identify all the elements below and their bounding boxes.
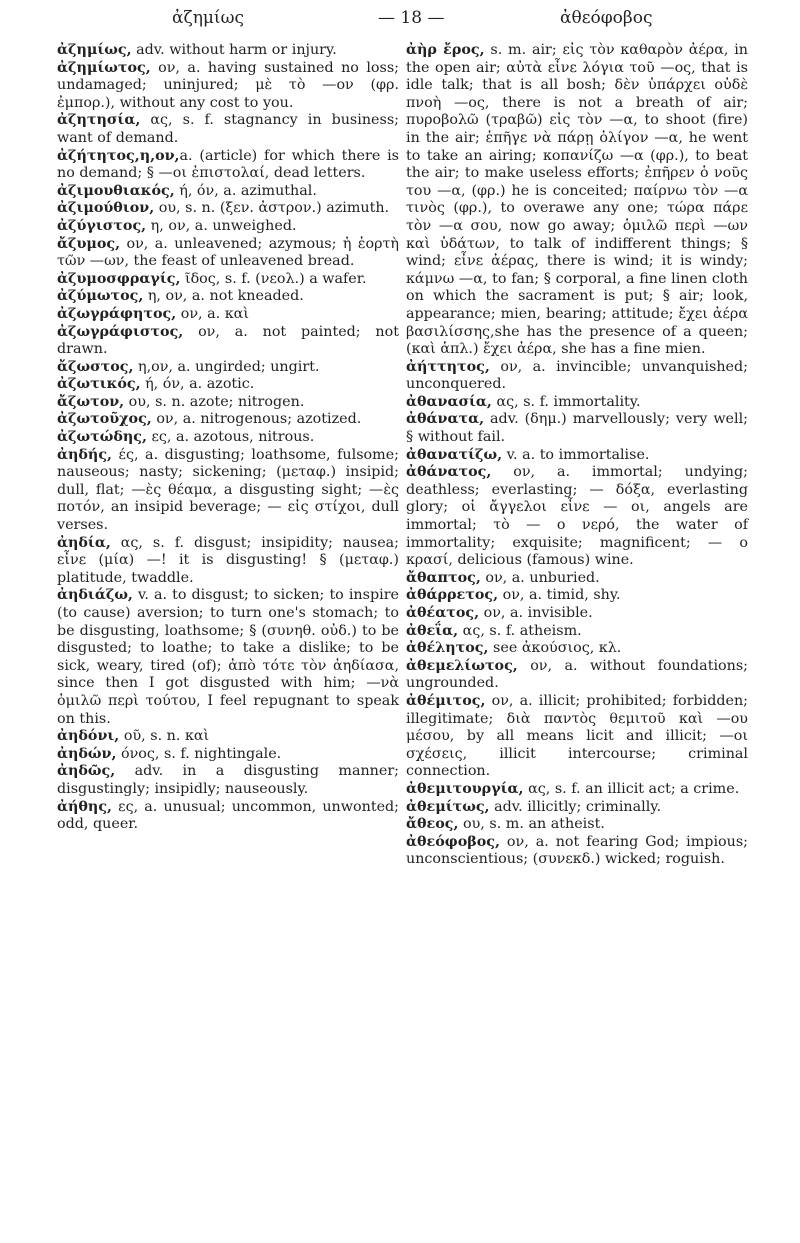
- page-header: [0, 8, 800, 32]
- entry-definition: ον, a. unburied.: [480, 569, 600, 586]
- entry-definition: ας, s. f. an illicit act; a crime.: [523, 780, 740, 797]
- entry-headword: ἀθεμιτουργία,: [406, 780, 524, 797]
- entry-headword: ἀζύμωτος,: [57, 288, 144, 305]
- entry-headword: ἄθαπτος,: [406, 569, 481, 586]
- entry-definition: η,ον, a. ungirded; ungirt.: [133, 358, 320, 375]
- entry-headword: ἀθέλητος,: [406, 640, 489, 657]
- entry-headword: ἀηδής,: [57, 446, 113, 463]
- dictionary-entry: [406, 42, 748, 359]
- entry-headword: ἀθάρρετος,: [406, 587, 499, 604]
- entry-definition: ον, a. invisible.: [479, 605, 593, 621]
- entry-headword: ἀθεμίτως,: [406, 798, 490, 815]
- entry-headword: ἀηδιάζω,: [57, 587, 133, 604]
- right-guide-word: ἀθεόφοβος: [560, 8, 653, 28]
- entry-definition: η, ον, a. unweighed.: [146, 217, 297, 234]
- entry-headword: ἀζημίωτος,: [57, 59, 151, 76]
- entry-definition: ον, a. invincible; unvanquished; unconquered.: [406, 358, 748, 393]
- entry-definition: adv. illicitly; criminally.: [489, 798, 661, 815]
- entry-definition: adv. without harm or injury.: [131, 42, 337, 58]
- entry-headword: ἀηδόνι,: [57, 728, 120, 745]
- entry-headword: ἀθάνατα,: [406, 411, 485, 428]
- entry-headword: ἀήττητος,: [406, 358, 490, 375]
- dictionary-entry: [57, 429, 399, 447]
- dictionary-entry: [406, 623, 748, 641]
- dictionary-entry: [57, 447, 399, 535]
- entry-definition: ας, s. f. immortality.: [491, 393, 641, 410]
- dictionary-entry: [57, 587, 399, 728]
- dictionary-entry: [406, 799, 748, 817]
- entry-definition: ές, a. disgusting; loathsome, fulsome; nauseous; nasty; sickening; (μεταφ.) insipid; dull, flat; —ὲς θέαμα, a disgusting sight; —ὲς ποτόν, an insipid beverage; — εἰς στίχοι, dull verses.: [57, 446, 399, 534]
- dictionary-entry: [406, 359, 748, 394]
- entry-headword: ἀζήτητος,η,ον,: [57, 147, 180, 164]
- dictionary-entry: [57, 42, 399, 60]
- entry-definition: ον, a. immortal; undying; deathless; everlasting; — δόξα, everlasting glory; οἱ ἄγγελοι εἶνε — οι, angels are immortal; τὸ — ο νερό, the water of immortality; exquisite; magnificent; — ο κρασί, delicious (famous) wine.: [406, 464, 748, 569]
- entry-headword: ἄζυμος,: [57, 235, 121, 252]
- entry-definition: οῦ, s. n. καὶ: [119, 728, 210, 745]
- entry-definition: ας, s. f. stagnancy in business; want of demand.: [57, 112, 399, 146]
- dictionary-entry: [406, 605, 748, 623]
- entry-definition: v. a. to immortalise.: [502, 446, 650, 463]
- dictionary-entry: [406, 447, 748, 465]
- dictionary-entry: [406, 570, 748, 588]
- entry-definition: adv. (δημ.) marvellously; very well; § without fail.: [406, 411, 748, 446]
- entry-headword: ἀζωγράφιστος,: [57, 323, 184, 340]
- entry-definition: s. m. air; εἰς τὸν καθαρὸν ἀέρα, in the open air; αὐτὰ εἶνε λόγια τοῦ —ος, that is idle talk; that is all bosh; δὲν ὑπάρχει οὐδὲ πνοὴ —ος, there is not a breath of air; πυροβολῶ (τραβῶ) εἰς τὸν —α, to shoot (fire) in the air; ἐπῆγε νὰ πάρῃ ὀλίγον —α, he went to take an airing; κοπανίζω —α (φρ.), to beat the air; to make useless efforts; ἐπῆρεν ὁ νοῦς του —α, (φρ.) he is conceited; παίρνω τὸν —α τινὸς (φρ.), to overawe any one; τώρα πάρε τὸν —α σου, now go away; ὁμιλῶ περὶ —ων καὶ ὑδάτων, to talk of indifferent things; § wind; εἶνε ἀέρας, there is wind; it is windy; κάμνω —α, to fan; § corporal, a fine linen cloth on which the sacrament is put; § air; look, appearance; mien, bearing; attitude; ἔχει ἀέρα βασιλίσσης,she has the presence of a queen; (καὶ ἁπλ.) ἔχει ἀέρα, she has a fine mien.: [406, 42, 748, 358]
- entry-headword: ἀζύγιστος,: [57, 217, 147, 234]
- dictionary-entry: [57, 306, 399, 324]
- entry-definition: ῖδος, s. f. (νεολ.) a wafer.: [180, 270, 367, 287]
- entry-headword: ἀζωγράφητος,: [57, 305, 177, 322]
- dictionary-entry: [406, 781, 748, 799]
- entry-definition: όνος, s. f. nightingale.: [116, 745, 282, 762]
- entry-definition: ον, a. without foundations; ungrounded.: [406, 657, 748, 692]
- dictionary-entry: [57, 746, 399, 764]
- entry-headword: ἀζωτοῦχος,: [57, 411, 152, 428]
- entry-headword: ἀθεμελίωτος,: [406, 657, 518, 674]
- entry-headword: ἀηδία,: [57, 534, 111, 551]
- page-number: — 18 —: [378, 8, 445, 28]
- entry-definition: see ἀκούσιος, κλ.: [488, 640, 622, 657]
- entry-definition: adv. in a disgusting manner; disgustingly; insipidly; nauseously.: [57, 763, 399, 797]
- entry-definition: ον, a. not painted; not drawn.: [57, 323, 399, 358]
- entry-definition: ου, s. n. (ξεν. ἀστρον.) azimuth.: [154, 200, 390, 217]
- entry-headword: ἀζωτικός,: [57, 376, 141, 393]
- left-guide-word: ἀζημίως: [172, 8, 244, 28]
- dictionary-entry: [57, 148, 399, 183]
- entry-headword: ἀθέμιτος,: [406, 692, 486, 709]
- dictionary-entry: [57, 324, 399, 359]
- entry-definition: ου, s. n. azote; nitrogen.: [124, 393, 305, 410]
- entry-definition: ή, όν, a. azimuthal.: [174, 182, 317, 199]
- entry-definition: ον, a. not fearing God; impious; unconscientious; (συνεκδ.) wicked; roguish.: [406, 833, 748, 868]
- entry-definition: η, ον, a. not kneaded.: [143, 288, 304, 305]
- entry-definition: ας, s. f. atheism.: [458, 622, 582, 639]
- dictionary-entry: [57, 411, 399, 429]
- entry-definition: ον, a. having sustained no loss; undamaged; uninjured; μὲ τὸ —ον (φρ. ἐμπορ.), without any cost to you.: [57, 59, 399, 111]
- dictionary-entry: [406, 640, 748, 658]
- entry-headword: ἄθεος,: [406, 816, 459, 833]
- entry-headword: ἀθεΐα,: [406, 622, 459, 639]
- entry-headword: ἄζωτον,: [57, 393, 125, 410]
- dictionary-entry: [57, 359, 399, 377]
- dictionary-entry: [57, 218, 399, 236]
- dictionary-entry: [406, 411, 748, 446]
- entry-definition: ον, a. unleavened; azymous; ἡ ἑορτὴ τῶν —ων, the feast of unleavened bread.: [57, 235, 399, 270]
- dictionary-entry: [57, 763, 399, 798]
- dictionary-entry: [57, 200, 399, 218]
- dictionary-entry: [406, 464, 748, 570]
- dictionary-entry: [57, 183, 399, 201]
- entry-definition: ον, a. illicit; prohibited; forbidden; illegitimate; διὰ παντὸς θεμιτοῦ καὶ —ου μέσου, by all means licit and illicit; —οι σχέσεις, illicit intercourse; criminal connection.: [406, 692, 748, 780]
- dictionary-entry: [57, 376, 399, 394]
- entry-headword: ἀήθης,: [57, 798, 113, 815]
- dictionary-entry: [57, 112, 399, 147]
- dictionary-entry: [406, 658, 748, 693]
- entry-headword: ἀηδῶς,: [57, 763, 116, 780]
- entry-headword: ἀζιμούθιον,: [57, 200, 155, 217]
- entry-headword: ἀζιμουθιακός,: [57, 182, 175, 199]
- entry-definition: ον, a. καὶ: [176, 305, 249, 322]
- entry-headword: ἀθάνατος,: [406, 464, 492, 481]
- dictionary-entry: [57, 799, 399, 834]
- entry-headword: ἀὴρ ἔρος,: [406, 42, 485, 58]
- dictionary-entry: [406, 693, 748, 781]
- right-column: [406, 42, 748, 869]
- dictionary-entry: [406, 816, 748, 834]
- entry-definition: ου, s. m. an atheist.: [458, 816, 605, 833]
- left-column: [57, 42, 399, 834]
- dictionary-entry: [57, 535, 399, 588]
- entry-headword: ἀζητησία,: [57, 112, 141, 129]
- entry-definition: ες, a. azotous, nitrous.: [146, 429, 315, 446]
- entry-definition: ή, όν, a. azotic.: [140, 376, 255, 393]
- dictionary-entry: [57, 236, 399, 271]
- dictionary-entry: [57, 288, 399, 306]
- entry-headword: ἀθέατος,: [406, 605, 480, 621]
- entry-headword: ἀζωτώδης,: [57, 429, 147, 446]
- entry-headword: ἀθανασία,: [406, 393, 492, 410]
- entry-headword: ἀζυμοσφραγίς,: [57, 270, 181, 287]
- entry-definition: v. a. to disgust; to sicken; to inspire (to cause) aversion; to turn one's stomach; to be disgusting, loathsome; § (συνηθ. οὐδ.) to be disgusted; to loathe; to take a dislike; to be sick, weary, tired (of); ἀπὸ τότε τὸν ἀηδίασα, since then I got disgusted with him; —νὰ ὁμιλῶ περὶ τούτου, I feel repugnant to speak on this.: [57, 587, 399, 727]
- dictionary-entry: [57, 271, 399, 289]
- dictionary-entry: [57, 394, 399, 412]
- dictionary-entry: [406, 587, 748, 605]
- entry-headword: ἀθανατίζω,: [406, 446, 503, 463]
- entry-definition: ες, a. unusual; uncommon, unwonted; odd, queer.: [57, 798, 399, 833]
- entry-headword: ἀθεόφοβος,: [406, 833, 500, 850]
- entry-definition: ας, s. f. disgust; insipidity; nausea; εἶνε (μία) —! it is disgusting! § (μεταφ.) platitude, twaddle.: [57, 534, 399, 586]
- entry-definition: ον, a. timid, shy.: [498, 587, 621, 604]
- dictionary-entry: [406, 834, 748, 869]
- entry-definition: ον, a. nitrogenous; azotized.: [151, 411, 362, 428]
- dictionary-entry: [406, 394, 748, 412]
- dictionary-entry: [57, 60, 399, 113]
- entry-headword: ἄζωστος,: [57, 358, 134, 375]
- entry-definition: a. (article) for which there is no demand; § —οι ἐπιστολαί, dead letters.: [57, 147, 399, 182]
- entry-headword: ἀηδών,: [57, 745, 117, 762]
- entry-headword: ἀζημίως,: [57, 42, 132, 58]
- dictionary-entry: [57, 728, 399, 746]
